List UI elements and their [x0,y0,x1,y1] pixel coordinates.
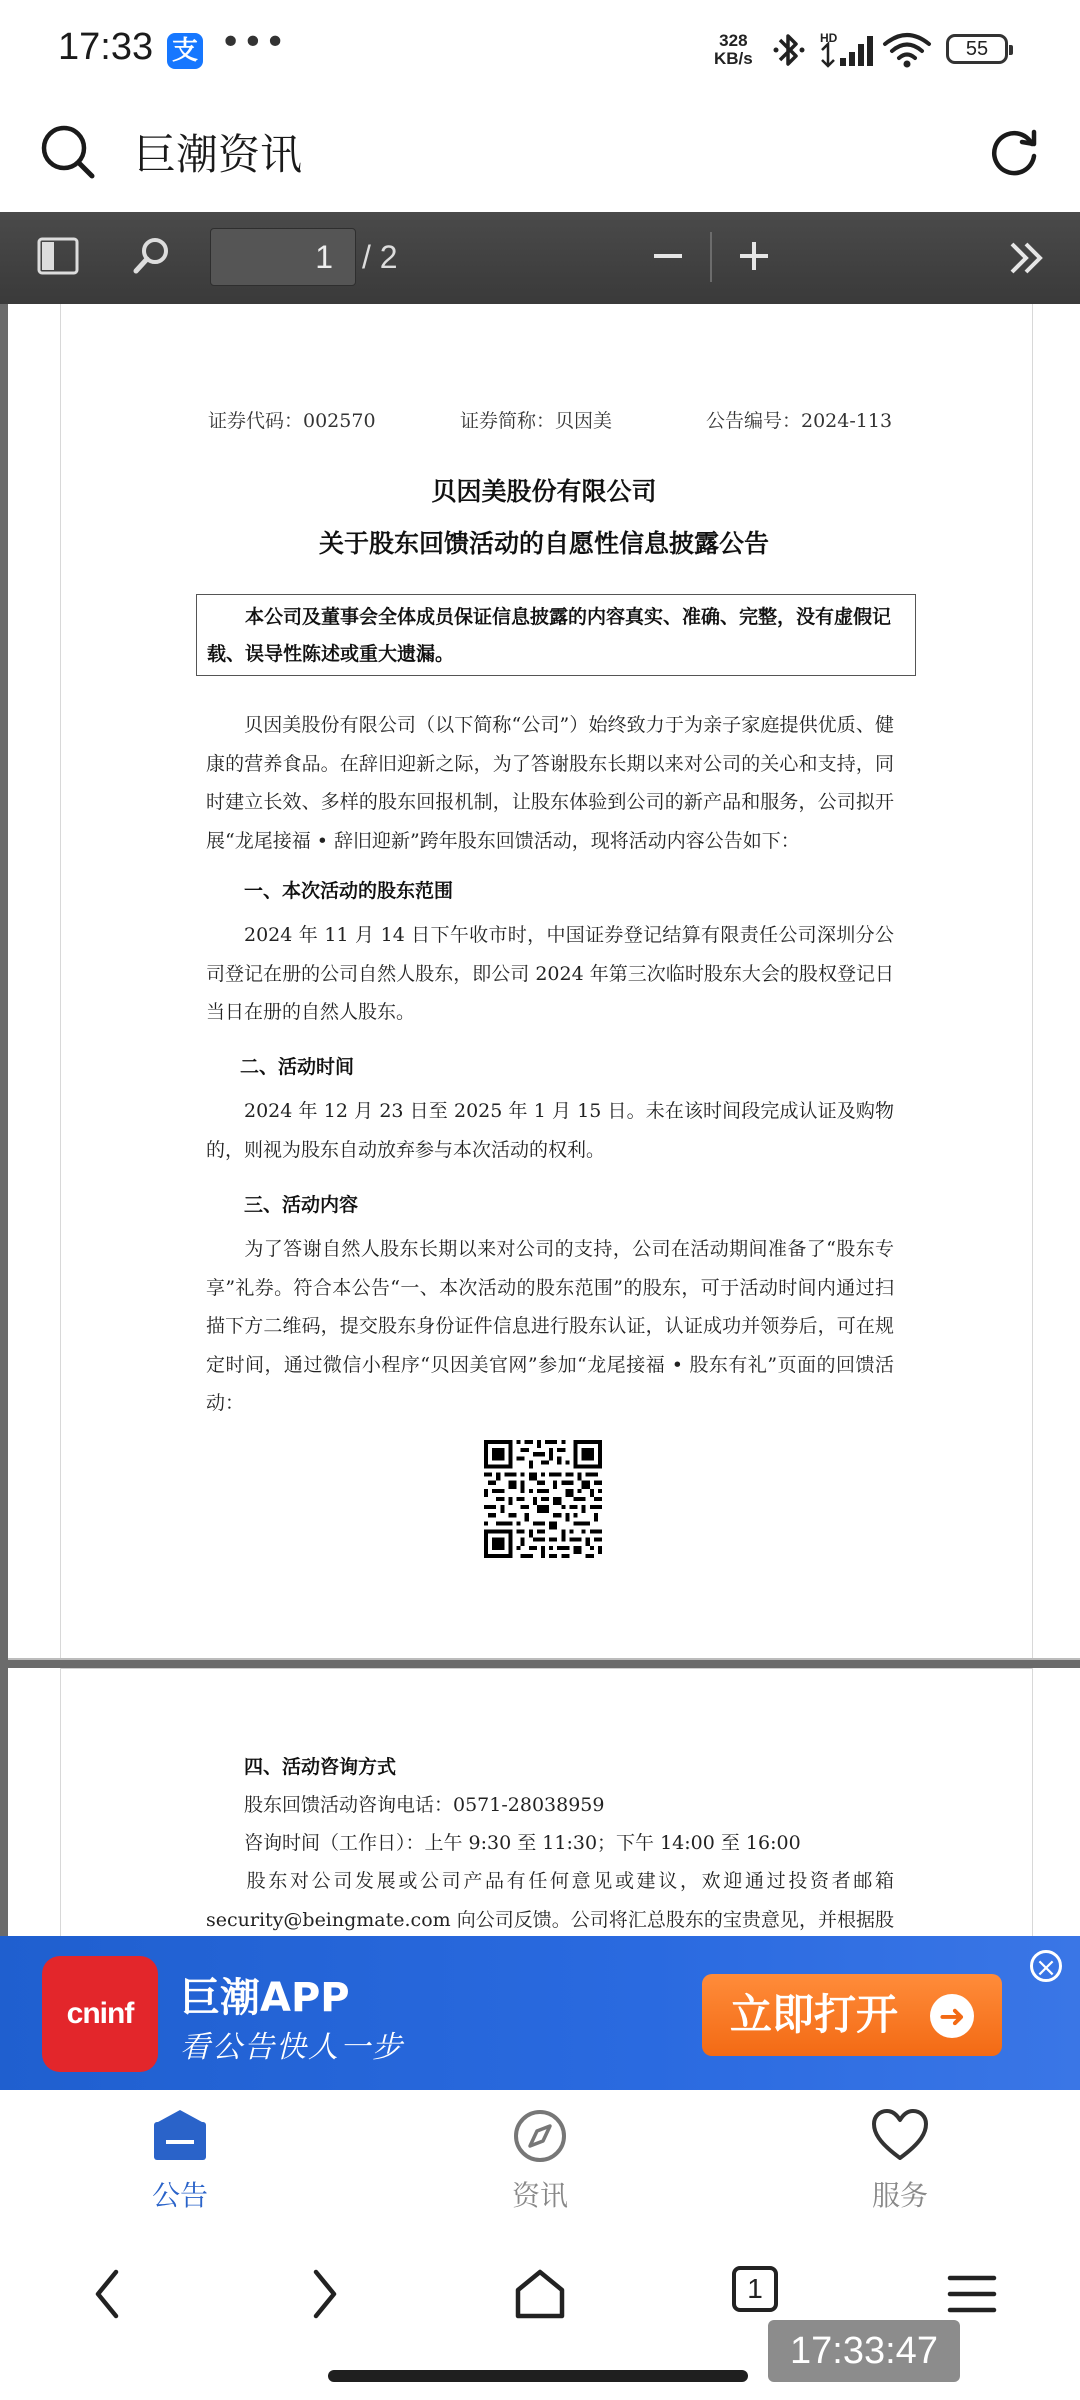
disclaimer-box [196,594,916,676]
section1-heading: 一、本次活动的股东范围 [244,880,454,902]
tab-announcements[interactable] [80,2108,280,2214]
page-title: 巨潮资讯 [134,130,303,179]
menu-icon[interactable] [944,2264,1000,2324]
network-speed [714,32,753,68]
page-margin-left [60,1668,61,1968]
notice-number: 公告编号：2024-113 [706,410,893,432]
banner-subtitle: 看公告快人一步 [180,2030,404,2065]
network-type-label: HD [820,31,838,45]
document-area[interactable] [0,304,1080,1936]
page-top-rule [60,1668,1033,1669]
find-icon[interactable] [130,234,174,278]
double-chevron-right-icon[interactable] [1006,236,1050,280]
home-indicator[interactable] [328,2370,748,2382]
signal-icon [820,30,878,70]
section2-text: 2024 年 12 月 23 日至 2025 年 1 月 15 日。未在该时间段完成认证及购物的，则视为股东自动放弃参与本次活动的权利。 [206,1100,894,1161]
clock-overlay: 17:33:47 [768,2320,960,2382]
section4-hours: 咨询时间（工作日）：上午 9:30 至 11:30；下午 14:00 至 16:00 [244,1832,801,1854]
compass-icon [510,2108,570,2164]
announcement-title: 关于股东回馈活动的自愿性信息披露公告 [318,529,769,558]
page-margin-right [1032,1668,1033,1968]
network-speed-value: 328 [719,31,748,50]
tab-services-label: 服务 [871,2179,928,2212]
qr-code [484,1440,602,1558]
open-app-button[interactable] [702,1974,1002,2056]
sidebar-toggle-icon[interactable] [36,234,80,278]
browser-toolbar [0,2240,1080,2400]
bottom-nav [0,2090,1080,2240]
tab-news-label: 资讯 [511,2179,568,2212]
company-name-title: 贝因美股份有限公司 [431,477,657,506]
disclaimer-text: 本公司及董事会全体成员保证信息披露的内容真实、准确、完整，没有虚假记载、误导性陈述或重大遗漏。 [207,606,892,665]
bluetooth-icon [772,30,806,70]
status-time: 17:33 [58,26,154,68]
alipay-icon: 支 [167,33,203,69]
toolbar-divider [710,232,712,282]
search-icon[interactable] [38,122,98,182]
page-count: / 2 [362,239,398,275]
section3-text: 为了答谢自然人股东长期以来对公司的支持，公司在活动期间准备了“股东专享”礼券。符合本公告“一、本次活动的股东范围”的股东，可于活动时间内通过扫描下方二维码，提交股东身份证件信息进行股东认证，认证成功并领券后，可在规定时间，通过微信小程序“贝因美官网”参加“龙尾接福 • 股东有礼”页面的回馈活动： [206,1238,894,1414]
section3-paragraph [206,1230,894,1423]
section2-heading: 二、活动时间 [240,1056,355,1078]
status-bar [0,0,1080,100]
section1-text: 2024 年 11 月 14 日下午收市时，中国证券登记结算有限责任公司深圳分公司登记在册的公司自然人股东，即公司 2024 年第三次临时股东大会的股权登记日当日在册的自然人股东。 [206,924,894,1023]
tab-news[interactable] [440,2108,640,2214]
forward-icon[interactable] [300,2264,350,2324]
page-number-input[interactable]: 1 [210,228,356,286]
wifi-icon [882,32,932,68]
network-speed-unit: KB/s [714,49,753,68]
tabs-count-button[interactable]: 1 [732,2266,778,2312]
pdf-page-2 [8,1668,1080,1968]
section4-heading: 四、活动咨询方式 [244,1756,397,1778]
tab-services[interactable] [800,2108,1000,2214]
section3-heading: 三、活动内容 [244,1194,359,1216]
banner-title: 巨潮APP [180,1975,350,2021]
stock-short-name: 证券简称：贝因美 [460,410,613,432]
section1-paragraph [206,916,894,1032]
open-app-label: 立即打开 [730,1990,899,2039]
more-notifications-icon: ••• [220,22,287,63]
announcement-icon [150,2108,210,2164]
refresh-icon[interactable] [984,122,1044,182]
cninf-logo: cninf [42,1956,158,2072]
intro-text: 贝因美股份有限公司（以下简称“公司”）始终致力于为亲子家庭提供优质、健康的营养食品。在辞旧迎新之际，为了答谢股东长期以来对公司的关心和支持，同时建立长效、多样的股东回报机制，让股东体验到公司的新产品和服务，公司拟开展“龙尾接福 • 辞旧迎新”跨年股东回馈活动，现将活动内容公告如下： [206,714,894,852]
pdf-page-1 [8,304,1080,1660]
heart-icon [870,2108,930,2164]
app-promo-banner[interactable] [0,1936,1080,2090]
section4-feedback-text: 股东对公司发展或公司产品有任何意见或建议，欢迎通过投资者邮箱security@beingmate.com 向公司反馈。公司将汇总股东的宝贵意见，并根据股 [206,1870,894,1931]
close-icon[interactable]: × [1030,1950,1062,1982]
app-header [0,100,1080,212]
zoom-out-icon[interactable] [648,236,688,276]
pdf-viewer[interactable] [0,212,1080,1936]
tab-announcements-label: 公告 [151,2179,208,2212]
battery-indicator: 55 [946,34,1008,64]
arrow-right-icon: ➜ [930,1994,974,2038]
section4-phone: 股东回馈活动咨询电话：0571-28038959 [244,1794,605,1816]
intro-paragraph [206,706,894,860]
zoom-in-icon[interactable] [734,236,774,276]
section2-paragraph [206,1092,894,1169]
home-icon[interactable] [510,2264,570,2324]
back-icon[interactable] [84,2264,134,2324]
pdf-toolbar [0,212,1080,306]
stock-code: 证券代码：002570 [208,410,376,432]
